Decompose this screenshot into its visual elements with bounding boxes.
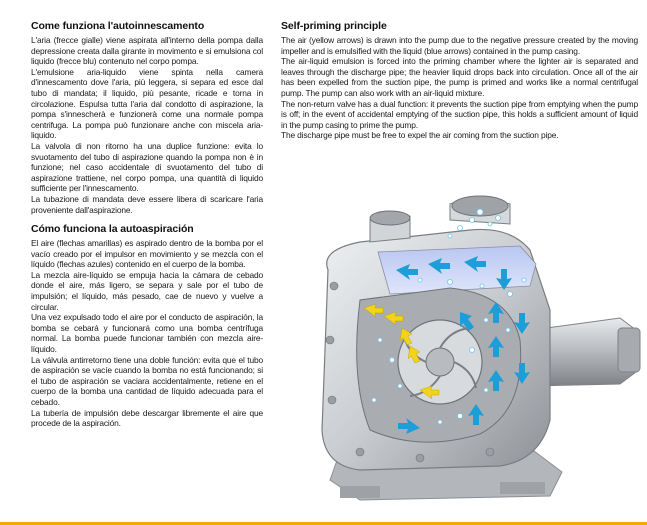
suction-opening [370, 211, 410, 225]
pump-cutaway-illustration [300, 190, 642, 510]
italian-paragraph: L'emulsione aria-liquido viene spinta nella camera d'innescamento dove l'aria, più leggera, si separa ed esce dal tubo di mandata; il liquido, più pesante, ricade e torna in circolazione. Espulsa tutta l'aria dal condotto di aspirazione, la pompa s'innescherà e funzionerà come una normale pompa centrifuga. La pompa può funzionare anche con miscela aria-liquido. [31, 66, 263, 141]
spanish-paragraph: Una vez expulsado todo el aire por el conducto de aspiración, la bomba se cebará y funcionará como una bomba centrífuga normal. La bomba puede funcionar también con mezcla aire-líquido. [31, 312, 263, 355]
spanish-paragraph: El aire (flechas amarillas) es aspirado dentro de la bomba por el vacío creado por el impulsor en movimiento y se mezcla con el líquido (flechas azules) contenido en el cuerpo de la bomba. [31, 238, 263, 270]
left-column [31, 20, 263, 429]
italian-paragraph: L'aria (frecce gialle) viene aspirata all'interno della pompa dalla depressione creata dalla girante in movimento e si emulsiona col liquido (frecce blu) contenuto nel corpo pompa. [31, 35, 263, 67]
italian-title: Come funziona l'autoinnescamento [31, 20, 205, 32]
spanish-title: Cómo funciona la autoaspiración [31, 223, 194, 236]
english-paragraph: The air-liquid emulsion is forced into the priming chamber where the lighter air is separated and leaves through the discharge pipe; the heavier liquid drops back into circulation. Once all of the air has been expelled from the suction pipe, the pump is primed and works like a normal centrifugal pump. The pump can also work with an air-liquid mixture. [281, 56, 638, 98]
pump-foot [340, 486, 380, 498]
english-title: Self-priming principle [281, 20, 387, 32]
english-section [281, 20, 638, 141]
pump-foot [500, 482, 545, 494]
italian-paragraph: La valvola di non ritorno ha una duplice funzione: evita lo svuotamento del tubo di aspirazione quando la pompa non è in funzione; nel caso accidentale di svuotamento del tubo di aspirazione trattiene, nel corpo pompa, una quantità di liquido sufficiente per l'innescamento. [31, 140, 263, 194]
english-paragraph: The air (yellow arrows) is drawn into the pump due to the negative pressure created by the moving impeller and is emulsified with the liquid (blue arrows) contained in the pump casing. [281, 35, 638, 56]
italian-paragraph: La tubazione di mandata deve essere libera di scaricare l'aria proveniente dall'aspirazione. [31, 193, 263, 215]
impeller-hub [426, 348, 454, 376]
english-paragraph: The discharge pipe must be free to expel the air coming from the suction pipe. [281, 130, 559, 141]
right-column [281, 20, 638, 141]
shaft-end [618, 328, 640, 372]
spanish-section [31, 223, 263, 429]
italian-section [31, 20, 263, 215]
spanish-paragraph: La válvula antirretorno tiene una doble función: evita que el tubo de aspiración se vacíe cuando la bomba no está funcionando; si el tubo de aspiración se vaciara accidentalmente, retiene en el cuerpo de la bomba una cantidad de líquido adecuada para el cebado. [31, 354, 263, 407]
spanish-paragraph: La tubería de impulsión debe descargar libremente el aire que procede de la aspiración. [31, 407, 263, 429]
spanish-paragraph: La mezcla aire-líquido se empuja hacia la cámara de cebado donde el aire, más ligero, se separa y sale por el tubo de impulsión; el líquido, más pesado, cae de nuevo y vuelve a circular. [31, 269, 263, 312]
english-paragraph: The non-return valve has a dual function: it prevents the suction pipe from emptying when the pump is off; in the event of accidental emptying of the suction pipe, this holds a sufficient amount of liquid in the pump casing to prime the pump. [281, 98, 638, 130]
